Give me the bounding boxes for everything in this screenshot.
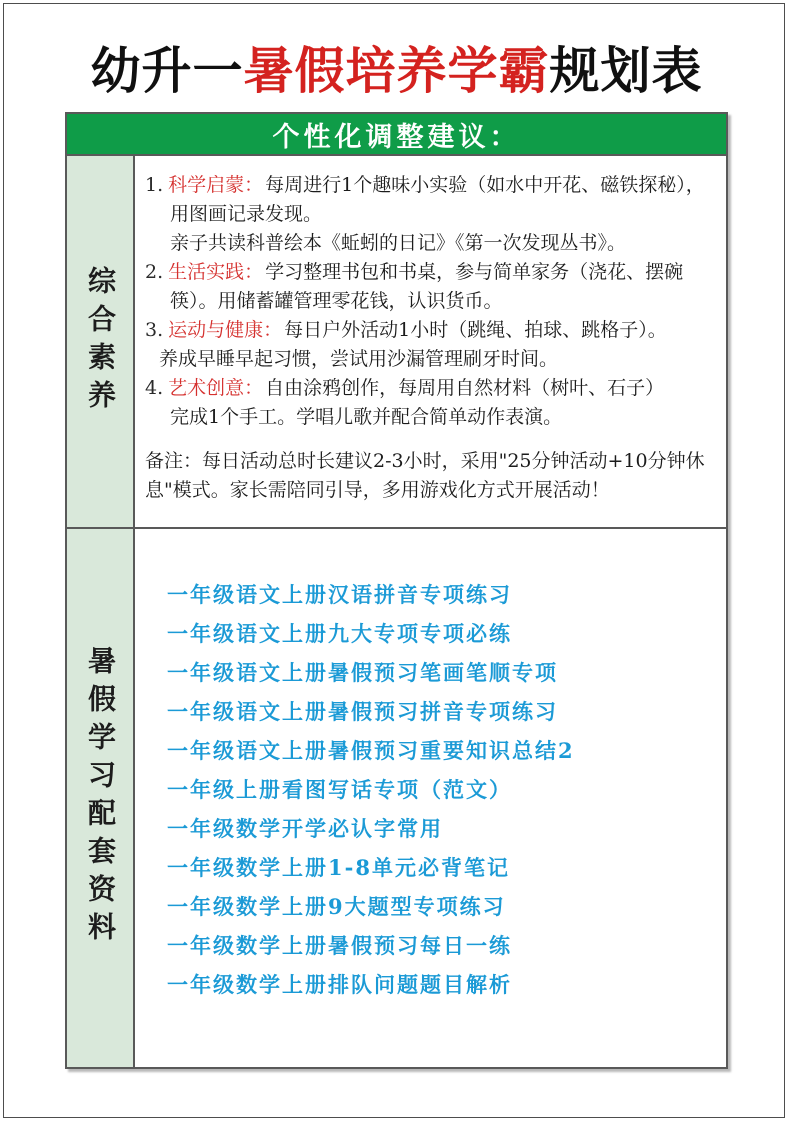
item-3-line-1 (145, 316, 726, 345)
material-item: 一年级数学上册暑假预习每日一练 (167, 933, 512, 958)
materials-content (135, 529, 726, 1067)
material-item: 一年级数学上册9大题型专项练习 (167, 894, 506, 919)
side-cell-comprehensive (67, 156, 135, 527)
item-4-line-2: 完成1个手工。学唱儿歌并配合简单动作表演。 (170, 406, 563, 428)
item-3-text: 每日户外活动1小时（跳绳、拍球、跳格子）。 (284, 319, 667, 341)
section-comprehensive-quality (67, 154, 726, 527)
item-1-text: 每周进行1个趣味小实验（如水中开花、磁铁探秘）， (265, 174, 705, 196)
item-4-label: 艺术创意： (168, 377, 264, 399)
material-item: 一年级上册看图写话专项（范文） (167, 777, 512, 802)
material-item: 一年级语文上册汉语拼音专项练习 (167, 582, 512, 607)
material-item: 一年级数学上册排队问题题目解析 (167, 972, 512, 997)
note-line-1: 备注：每日活动总时长建议2-3小时，采用"25分钟活动+10分钟休 (145, 450, 705, 472)
item-2-line-1 (145, 258, 726, 287)
item-4-text: 自由涂鸦创作，每周用自然材料（树叶、石子） (265, 377, 665, 399)
material-item: 一年级语文上册暑假预习拼音专项练习 (167, 699, 558, 724)
material-item: 一年级数学开学必认字常用 (167, 816, 443, 841)
item-4-line-1 (145, 374, 726, 403)
item-1-line-1 (145, 171, 726, 200)
item-2-number: 2. (145, 261, 164, 283)
item-3-line-2: 养成早睡早起习惯，尝试用沙漏管理刷牙时间。 (159, 348, 559, 370)
item-1-label: 科学启蒙： (168, 174, 264, 196)
item-1-line-2: 用图画记录发现。 (170, 203, 323, 225)
title-black-1: 幼升一 (90, 41, 244, 100)
table-header-bar (67, 114, 726, 154)
material-item: 一年级语文上册九大专项专项必练 (167, 621, 512, 646)
side-label-materials: 暑假学习配套资料 (84, 646, 117, 950)
title-red-highlight: 暑假培养学霸 (243, 41, 550, 100)
material-item: 一年级语文上册暑假预习重要知识总结2 (167, 738, 575, 763)
item-2-text: 学习整理书包和书桌，参与简单家务（浇花、摆碗 (265, 261, 684, 283)
page-title (0, 36, 793, 106)
comprehensive-content (135, 156, 726, 527)
section-study-materials (67, 527, 726, 1067)
item-2-label: 生活实践： (168, 261, 264, 283)
item-2-line-2: 筷）。用储蓄罐管理零花钱，认识货币。 (170, 290, 503, 312)
note-block (145, 447, 726, 505)
item-1-number: 1. (145, 174, 164, 196)
plan-table (65, 112, 728, 1069)
side-cell-materials (67, 529, 135, 1067)
item-3-number: 3. (145, 319, 164, 341)
side-label-comprehensive: 综合素养 (84, 265, 117, 418)
note-line-2: 息"模式。家长需陪同引导，多用游戏化方式开展活动！ (145, 479, 610, 501)
item-4-number: 4. (145, 377, 164, 399)
table-header-label: 个性化调整建议： (272, 121, 521, 153)
material-item: 一年级数学上册1-8单元必背笔记 (167, 855, 510, 880)
material-item: 一年级语文上册暑假预习笔画笔顺专项 (167, 660, 558, 685)
item-3-label: 运动与健康： (168, 319, 283, 341)
title-black-2: 规划表 (549, 41, 703, 100)
item-1-line-3: 亲子共读科普绘本《蚯蚓的日记》《第一次发现丛书》。 (170, 232, 627, 254)
